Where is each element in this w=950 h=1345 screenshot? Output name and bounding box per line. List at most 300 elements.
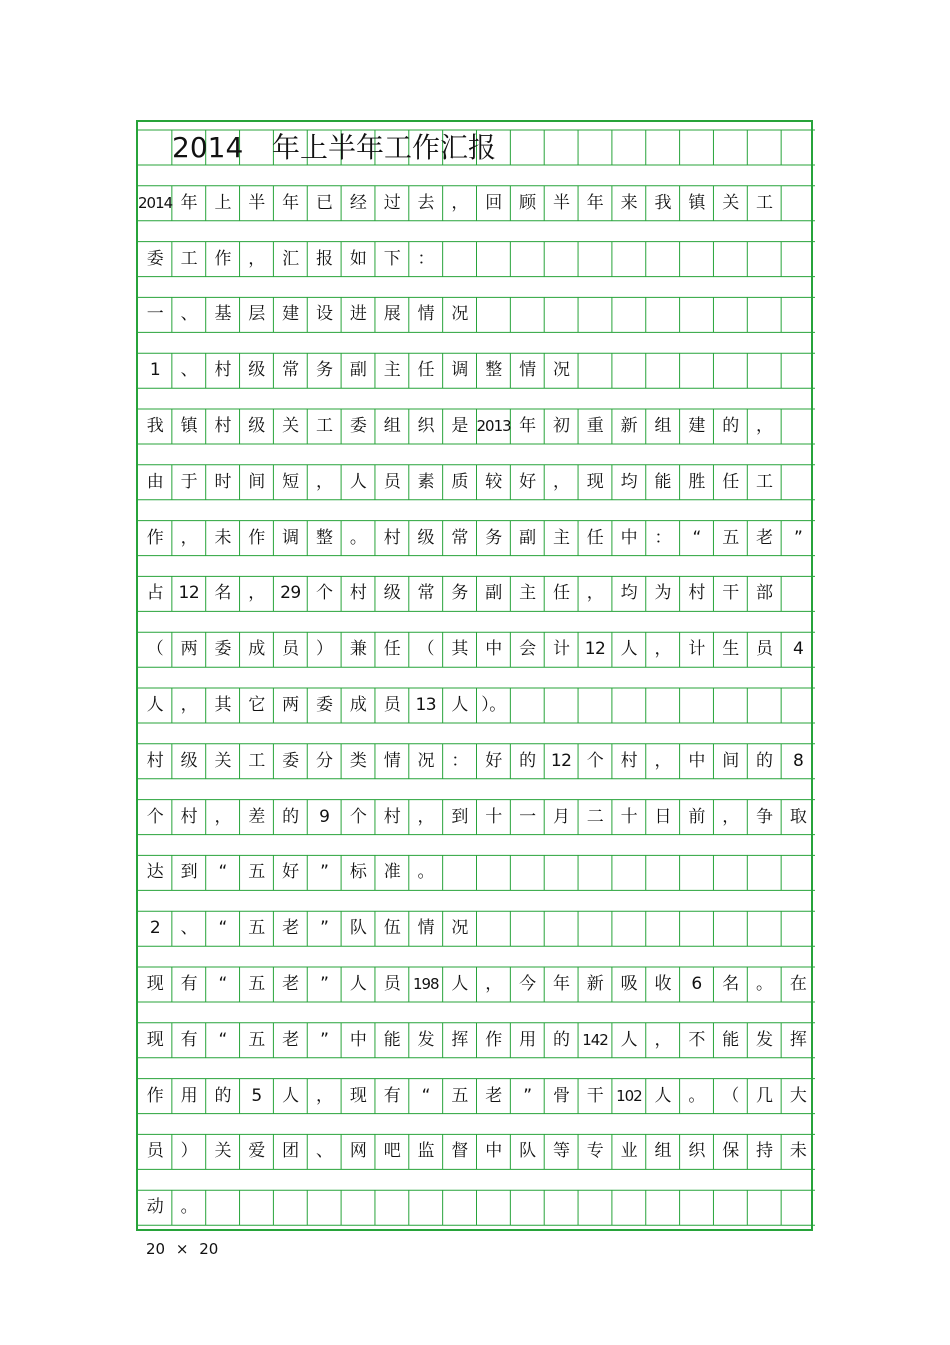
- grid-char: 不: [688, 1029, 705, 1050]
- grid-char: 能: [654, 471, 671, 492]
- grid-char: 名: [722, 974, 739, 994]
- grid-char: 村: [688, 583, 705, 604]
- grid-char: 常: [282, 360, 299, 381]
- grid-char: 有: [180, 974, 198, 994]
- grid-char: 十: [485, 806, 502, 827]
- grid-char: 年: [586, 192, 604, 213]
- grid-char: 村: [383, 806, 401, 827]
- grid-char: 一: [519, 806, 536, 827]
- grid-char: 来: [620, 192, 638, 213]
- grid-char: ，: [485, 974, 502, 994]
- grid-char: 员: [756, 639, 773, 660]
- grid-char: 基: [214, 304, 231, 325]
- grid-char: 我: [146, 416, 164, 436]
- grid-char: 计: [688, 639, 705, 660]
- grid-char: 收: [654, 974, 671, 994]
- grid-char: 上: [214, 192, 231, 213]
- grid-char: 较: [485, 471, 502, 492]
- grid-char: 持: [756, 1141, 773, 1162]
- grid-char: 名: [214, 583, 231, 604]
- grid-char: 现: [349, 1085, 367, 1106]
- grid-char: ”: [523, 1085, 532, 1106]
- grid-char: 五: [248, 974, 265, 994]
- grid-char: ”: [320, 862, 329, 883]
- grid-char: （: [722, 1085, 739, 1106]
- grid-char: 工: [756, 192, 773, 213]
- grid-char: 员: [282, 639, 299, 660]
- grid-char: ”: [320, 918, 329, 939]
- grid-char: 工: [316, 416, 333, 436]
- grid-char: 村: [620, 750, 638, 771]
- grid-char: 时: [214, 471, 231, 492]
- grid-char: 工: [180, 248, 198, 269]
- grid-char: 如: [349, 248, 367, 269]
- grid-char: 兼: [349, 639, 367, 660]
- grid-char: 4: [792, 639, 804, 660]
- grid-char: 。: [756, 974, 773, 994]
- grid-char: 村: [180, 806, 198, 827]
- grid-char: 挥: [789, 1029, 807, 1050]
- grid-char: 主: [519, 583, 536, 604]
- grid-char: 监: [417, 1141, 435, 1162]
- grid-char: ，: [214, 806, 231, 827]
- grid-char: 组: [383, 416, 401, 436]
- grid-char: 生: [722, 639, 739, 660]
- grid-char: 五: [248, 1029, 265, 1050]
- grid-char: 干: [586, 1085, 604, 1106]
- grid-lines: [138, 122, 815, 1233]
- grid-char: 情: [383, 750, 401, 771]
- grid-char: 半: [552, 192, 570, 213]
- grid-char: 2: [149, 918, 161, 939]
- grid-char: 的: [722, 416, 739, 436]
- grid-char: 委: [282, 750, 299, 771]
- grid-char: 关: [282, 416, 299, 436]
- grid-char: 工: [756, 471, 773, 492]
- grid-char: 况: [552, 360, 570, 381]
- grid-char: ，: [654, 750, 671, 771]
- grid-char: “: [218, 862, 227, 883]
- grid-char: 动: [146, 1197, 164, 1218]
- grid-char: 关: [722, 192, 739, 213]
- grid-char: 的: [552, 1029, 570, 1050]
- grid-char: 现: [146, 1029, 164, 1050]
- grid-char: 进: [349, 304, 367, 325]
- grid-char: ，: [552, 471, 570, 492]
- grid-char: 过: [383, 192, 401, 213]
- manuscript-grid-sheet: [136, 120, 813, 1231]
- grid-char: 级: [180, 750, 198, 771]
- grid-char: “: [218, 974, 227, 994]
- grid-char: 报: [316, 248, 333, 269]
- grid-char: 在: [789, 974, 807, 994]
- grid-char: 质: [451, 471, 468, 492]
- grid-char: 骨: [552, 1085, 570, 1106]
- grid-char: 6: [691, 974, 702, 994]
- grid-char: 村: [349, 583, 367, 604]
- grid-char: 为: [654, 583, 671, 604]
- grid-char: 未: [789, 1141, 807, 1162]
- grid-char: 村: [146, 750, 164, 771]
- grid-char: 到: [451, 806, 468, 827]
- grid-char: 建: [282, 304, 299, 325]
- grid-char: 作: [248, 527, 265, 548]
- grid-char: ，: [248, 583, 265, 604]
- grid-char: 2014: [138, 193, 173, 212]
- grid-char: （: [417, 639, 435, 660]
- grid-char: 用: [180, 1085, 198, 1106]
- grid-char: 年: [519, 416, 536, 436]
- grid-char: 人: [451, 695, 468, 715]
- grid-char: 况: [417, 750, 435, 771]
- grid-char: 作: [485, 1029, 502, 1050]
- grid-char: 挥: [451, 1029, 468, 1050]
- grid-char: 等: [552, 1141, 570, 1162]
- grid-char: 142: [582, 1030, 608, 1049]
- grid-char: 去: [417, 192, 435, 213]
- grid-char: 会: [519, 639, 536, 660]
- grid-char: 五: [451, 1085, 468, 1106]
- grid-char: 分: [316, 750, 333, 771]
- grid-char: 十: [620, 806, 638, 827]
- grid-char: 老: [282, 1029, 299, 1050]
- grid-char: 个: [586, 750, 604, 771]
- grid-char: 好: [485, 750, 502, 771]
- title-text: 年上半年工作汇报: [272, 131, 497, 164]
- grid-char: 5: [251, 1085, 262, 1106]
- grid-char: 工: [248, 750, 265, 771]
- grid-char: 由: [146, 471, 164, 492]
- times-sign: ×: [175, 1240, 189, 1258]
- grid-char: 年: [282, 192, 299, 213]
- grid-char: 取: [789, 806, 807, 827]
- grid-char: 9: [319, 806, 330, 827]
- grid-char: 员: [146, 1141, 164, 1162]
- grid-char: 胜: [688, 471, 705, 492]
- grid-char: 常: [417, 583, 435, 604]
- grid-char: 12: [178, 583, 200, 604]
- grid-char: 、: [316, 1141, 333, 1162]
- grid-char: 发: [756, 1029, 773, 1050]
- grid-char: ）。: [481, 695, 506, 715]
- grid-char: 它: [248, 695, 265, 715]
- grid-char: ，: [180, 527, 198, 548]
- grid-char: ，: [248, 248, 265, 269]
- grid-char: 队: [349, 918, 367, 939]
- grid-char: 能: [722, 1029, 739, 1050]
- grid-char: 关: [214, 1141, 231, 1162]
- grid-char: 伍: [383, 918, 401, 939]
- grid-char: 况: [451, 918, 468, 939]
- grid-char: 中: [688, 750, 705, 771]
- grid-char: 一: [146, 304, 164, 325]
- grid-char: 重: [586, 416, 604, 436]
- grid-char: “: [218, 1029, 227, 1050]
- grid-char: 人: [654, 1085, 671, 1106]
- grid-char: 汇: [282, 248, 299, 269]
- grid-char: 团: [282, 1141, 299, 1162]
- grid-char: 人: [451, 974, 468, 994]
- grid-char: 顾: [519, 192, 536, 213]
- grid-char: 13: [415, 695, 437, 715]
- grid-char: 调: [282, 527, 299, 548]
- grid-char: 务: [316, 360, 333, 381]
- grid-char: 老: [485, 1085, 502, 1106]
- grid-rows: 20: [199, 1240, 219, 1258]
- grid-char: 委: [349, 416, 367, 436]
- grid-char: “: [421, 1085, 430, 1106]
- grid-char: 均: [620, 583, 638, 604]
- grid-char: 个: [146, 806, 164, 827]
- grid-char: 两: [180, 639, 198, 660]
- grid-char: ”: [320, 1029, 329, 1050]
- grid-char: 吸: [620, 974, 638, 994]
- grid-char: ，: [654, 1029, 671, 1050]
- grid-char: 况: [451, 304, 468, 325]
- grid-char: 新: [620, 416, 638, 436]
- grid-char: 人: [349, 974, 367, 994]
- grid-char: 副: [349, 360, 367, 381]
- grid-char: 组: [654, 416, 671, 436]
- grid-char: ，: [756, 416, 773, 436]
- grid-char: ：: [654, 527, 671, 548]
- grid-char: 作: [146, 1085, 164, 1106]
- grid-char: 村: [214, 360, 231, 381]
- grid-char: 12: [550, 750, 572, 771]
- grid-char: 村: [383, 527, 401, 548]
- grid-char: 初: [552, 416, 570, 436]
- grid-char: 好: [519, 471, 536, 492]
- grid-char: 的: [519, 750, 536, 771]
- grid-char: 人: [620, 1029, 638, 1050]
- grid-size-label: [146, 1240, 218, 1258]
- grid-char: 计: [552, 639, 570, 660]
- grid-char: 个: [316, 583, 333, 604]
- grid-char: ：: [451, 750, 468, 771]
- grid-char: 现: [586, 471, 604, 492]
- grid-char: 前: [688, 806, 705, 827]
- grid-char: 29: [280, 583, 301, 604]
- grid-char: 整: [485, 360, 502, 381]
- grid-char: ，: [180, 695, 198, 715]
- grid-char: 常: [451, 527, 468, 548]
- grid-char: “: [218, 918, 227, 939]
- grid-char: 干: [722, 583, 739, 604]
- grid-char: 回: [485, 192, 502, 213]
- grid-char: 类: [349, 750, 367, 771]
- grid-char: 人: [349, 471, 367, 492]
- grid-char: ：: [417, 248, 435, 269]
- grid-char: 个: [349, 806, 367, 827]
- grid-char: 整: [316, 527, 333, 548]
- grid-char: 2013: [476, 417, 511, 435]
- grid-char: 务: [485, 527, 502, 548]
- grid-char: 有: [383, 1085, 401, 1106]
- title-year: 2014: [172, 131, 244, 164]
- grid-char: 关: [214, 750, 231, 771]
- grid-char: 两: [282, 695, 299, 715]
- grid-char: 任: [552, 583, 570, 604]
- grid-char: 发: [417, 1029, 435, 1050]
- grid-char: 半: [248, 192, 265, 213]
- grid-char: 五: [248, 918, 265, 939]
- grid-char: ）: [180, 1141, 198, 1162]
- grid-char: 、: [180, 304, 198, 325]
- grid-char: 新: [586, 974, 604, 994]
- grid-cols: 20: [146, 1240, 166, 1258]
- grid-char: 的: [214, 1085, 231, 1106]
- grid-char: 委: [214, 639, 231, 660]
- grid-char: 短: [282, 471, 299, 492]
- grid-char: 五: [722, 527, 739, 548]
- grid-char: ）: [316, 639, 333, 660]
- grid-char: 副: [485, 583, 502, 604]
- grid-char: 年: [180, 192, 198, 213]
- grid-char: 五: [248, 862, 265, 883]
- grid-char: 老: [756, 527, 773, 548]
- grid-char: 其: [451, 639, 468, 660]
- grid-char: 用: [519, 1029, 536, 1050]
- grid-char: 日: [654, 806, 671, 827]
- grid-char: 吧: [383, 1141, 401, 1162]
- grid-char: 已: [316, 192, 333, 213]
- grid-char: 其: [214, 695, 231, 715]
- grid-char: 员: [383, 974, 401, 994]
- grid-char: 中: [620, 527, 638, 548]
- grid-char: ，: [586, 583, 604, 604]
- grid-char: 年: [552, 974, 570, 994]
- grid-char: 调: [451, 360, 468, 381]
- grid-char: 老: [282, 974, 299, 994]
- grid-char: 是: [451, 416, 468, 436]
- grid-char: 1: [149, 360, 161, 381]
- grid-char: “: [692, 527, 701, 548]
- grid-char: 情: [519, 360, 536, 381]
- grid-char: 好: [282, 862, 299, 883]
- grid-char: 到: [180, 862, 198, 883]
- grid-char: 设: [316, 304, 333, 325]
- grid-char: 展: [383, 304, 401, 325]
- grid-char: 任: [417, 360, 435, 381]
- grid-char: 建: [688, 416, 705, 436]
- grid-char: 镇: [688, 192, 705, 213]
- grid-char: 中: [485, 639, 502, 660]
- grid-char: 能: [383, 1029, 401, 1050]
- grid-char: 爱: [248, 1141, 265, 1162]
- grid-char: 。: [688, 1085, 705, 1106]
- grid-char: 月: [552, 806, 570, 827]
- document-title: [172, 130, 496, 165]
- grid-char: 大: [789, 1085, 807, 1106]
- grid-char: 的: [756, 750, 773, 771]
- grid-char: 间: [248, 471, 265, 492]
- grid-char: 网: [349, 1141, 367, 1162]
- grid-char: 成: [349, 695, 367, 715]
- grid-char: 成: [248, 639, 265, 660]
- grid-char: 。: [349, 527, 367, 548]
- grid-char: 员: [383, 695, 401, 715]
- grid-char: 102: [616, 1086, 642, 1105]
- grid-char: 任: [586, 527, 604, 548]
- grid-char: 部: [756, 583, 773, 604]
- grid-char: 占: [146, 583, 164, 604]
- grid-char: 经: [349, 192, 367, 213]
- grid-char: 二: [586, 806, 604, 827]
- grid-char: ，: [316, 471, 333, 492]
- grid-char: 老: [282, 918, 299, 939]
- grid-char: 级: [417, 527, 435, 548]
- grid-char: 下: [383, 248, 401, 269]
- grid-char: 现: [146, 974, 164, 994]
- grid-char: 12: [584, 639, 606, 660]
- grid-char: 任: [383, 639, 401, 660]
- grid-char: 人: [146, 695, 164, 715]
- grid-char: 保: [722, 1141, 739, 1162]
- grid-char: 。: [180, 1197, 198, 1218]
- grid-char: 级: [248, 416, 265, 436]
- grid-char: ，: [316, 1085, 333, 1106]
- grid-char: 业: [620, 1141, 638, 1162]
- grid-char: 村: [214, 416, 231, 436]
- grid-char: 。: [417, 862, 435, 883]
- grid-char: 主: [383, 360, 401, 381]
- grid-char: 人: [620, 639, 638, 660]
- grid-char: 于: [180, 471, 198, 492]
- grid-char: 层: [248, 304, 265, 325]
- grid-char: 副: [519, 527, 536, 548]
- grid-char: 委: [146, 248, 164, 269]
- grid-char: 达: [146, 862, 164, 883]
- grid-char: 队: [519, 1141, 536, 1162]
- grid-char: 素: [417, 471, 435, 492]
- grid-char: 组: [654, 1141, 671, 1162]
- grid-char: 198: [412, 975, 439, 993]
- grid-char: 员: [383, 471, 401, 492]
- grid-char: 、: [180, 360, 198, 381]
- grid-char: ，: [654, 639, 671, 660]
- grid-char: 今: [519, 974, 536, 994]
- grid-char: 镇: [180, 416, 198, 436]
- grid-char: 作: [214, 248, 231, 269]
- grid-char: （: [146, 639, 164, 660]
- grid-char: 争: [756, 806, 773, 827]
- grid-char: 标: [349, 862, 367, 883]
- grid-char: ”: [793, 527, 803, 548]
- grid-char: ，: [417, 806, 435, 827]
- grid-char: 委: [316, 695, 333, 715]
- grid-char: 间: [722, 750, 739, 771]
- grid-char: 务: [451, 583, 468, 604]
- grid-char: 的: [282, 806, 299, 827]
- grid-char: 主: [552, 527, 570, 548]
- grid-char: 几: [756, 1085, 773, 1106]
- grid-char: 级: [383, 583, 401, 604]
- grid-char: 、: [180, 918, 198, 939]
- grid-char: 中: [349, 1029, 367, 1050]
- grid-char: 督: [451, 1141, 468, 1162]
- grid-char: 我: [654, 192, 671, 213]
- grid-char: 有: [180, 1029, 198, 1050]
- grid-char: 级: [248, 360, 265, 381]
- grid-char: 情: [417, 918, 435, 939]
- grid-char: 作: [146, 527, 164, 548]
- grid-char: 8: [792, 750, 804, 771]
- grid-char: 中: [485, 1141, 502, 1162]
- grid-char: ，: [451, 192, 468, 213]
- grid-char: 差: [248, 806, 265, 827]
- grid-char: 专: [586, 1141, 604, 1162]
- grid-char: 情: [417, 304, 435, 325]
